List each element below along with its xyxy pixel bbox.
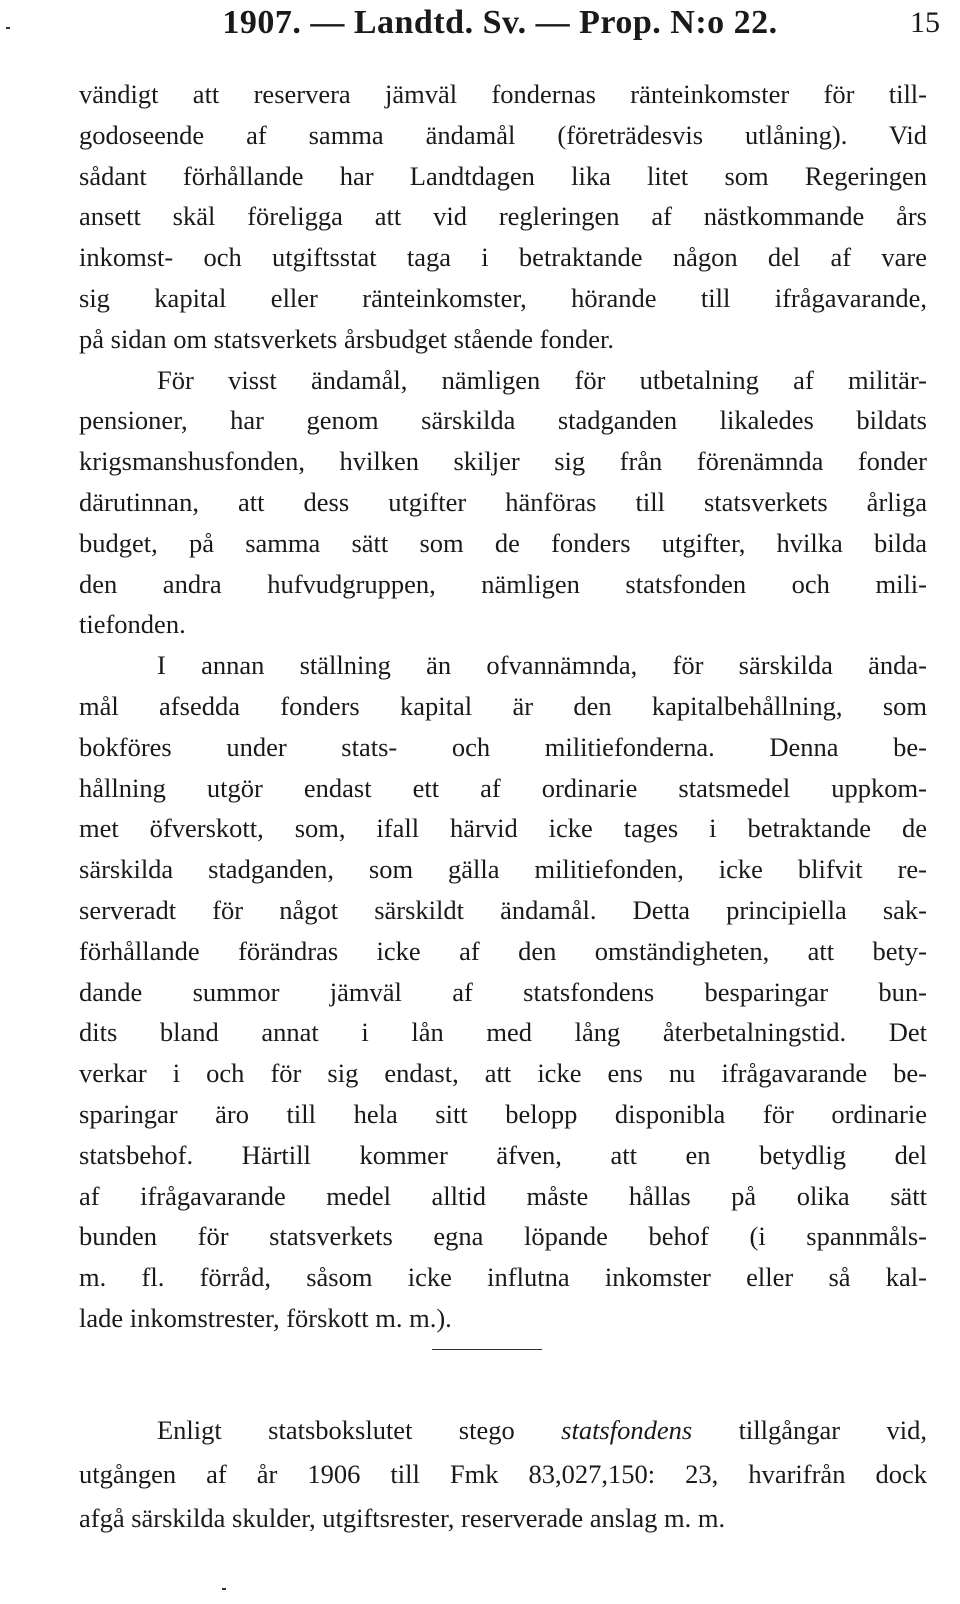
text-line: verkar i och för sig endast, att icke ens nu ifrågavarande be- xyxy=(79,1058,927,1089)
text-line: krigsmanshusfonden, hvilken skiljer sig från förenämnda fonder xyxy=(79,446,927,477)
lower-paragraph xyxy=(79,1408,927,1540)
text-line: m. fl. förråd, såsom icke influtna inkomster eller så kal- xyxy=(79,1262,927,1293)
text-line: hållning utgör endast ett af ordinarie statsmedel uppkom- xyxy=(79,772,927,803)
text-line: För visst ändamål, nämligen för utbetalning af militär- xyxy=(157,364,927,395)
text-line: inkomst- och utgiftsstat taga i betraktande någon del af vare xyxy=(79,242,927,273)
text-line: mål afsedda fonders kapital är den kapitalbehållning, som xyxy=(79,690,927,721)
text-line: sparingar äro till hela sitt belopp disponibla för ordinarie xyxy=(79,1098,927,1129)
scan-speck xyxy=(6,27,10,29)
text-line: tiefonden. xyxy=(79,609,186,640)
text-line: ansett skäl föreligga att vid regleringen af nästkommande års xyxy=(79,201,927,232)
italic-term: statsfondens xyxy=(561,1415,693,1445)
page-number: 15 xyxy=(910,6,940,39)
text-line: I annan ställning än ofvannämnda, för särskilda ända- xyxy=(157,650,927,681)
main-text xyxy=(79,74,927,1339)
text-line: bunden för statsverkets egna löpande behof (i spannmåls- xyxy=(79,1221,927,1252)
text-line: pensioner, har genom särskilda stadganden likaledes bildats xyxy=(79,405,927,436)
text-line: afgå särskilda skulder, utgiftsrester, reserverade anslag m. m. xyxy=(79,1503,726,1533)
header-title: 1907. — Landtd. Sv. — Prop. N:o 22. xyxy=(222,4,778,41)
text-line: serveradt för något särskildt ändamål. Detta principiella sak- xyxy=(79,894,927,925)
text-line: dits bland annat i lån med lång återbetalningstid. Det xyxy=(79,1017,927,1048)
text-line: budget, på samma sätt som de fonders utgifter, hvilka bilda xyxy=(79,527,927,558)
text-line: på sidan om statsverkets årsbudget stående fonder. xyxy=(79,323,615,354)
text-line: sådant förhållande har Landtdagen lika litet som Regeringen xyxy=(79,160,927,191)
text-line: lade inkomstrester, förskott m. m.). xyxy=(79,1302,452,1333)
text-line: dande summor jämväl af statsfondens besparingar bun- xyxy=(79,976,927,1007)
text-line: sig kapital eller ränteinkomster, hörande till ifrågavarande, xyxy=(79,282,927,313)
text-line: bokföres under stats- och militiefonderna. Denna be- xyxy=(79,731,927,762)
text-segment: Enligt statsbokslutet stego xyxy=(157,1415,562,1445)
text-line: utgången af år 1906 till Fmk 83,027,150: 23, hvarifrån dock xyxy=(79,1459,927,1489)
page-header xyxy=(60,4,940,44)
section-divider xyxy=(432,1349,542,1350)
text-line: met öfverskott, som, ifall härvid icke tages i betraktande de xyxy=(79,813,927,844)
text-line: godoseende af samma ändamål (företrädesvis utlåning). Vid xyxy=(79,119,927,150)
text-line: särskilda stadganden, som gälla militiefonden, icke blifvit re- xyxy=(79,854,927,885)
text-segment: tillgångar vid, xyxy=(692,1415,927,1445)
text-line: statsbehof. Härtill kommer äfven, att en betydlig del xyxy=(79,1139,927,1170)
text-line: förhållande förändras icke af den omständigheten, att bety- xyxy=(79,935,927,966)
text-line: vändigt att reservera jämväl fondernas ränteinkomster för till- xyxy=(79,79,927,109)
text-line xyxy=(79,1408,927,1452)
scan-speck xyxy=(222,1588,226,1590)
text-line: därutinnan, att dess utgifter hänföras till statsverkets årliga xyxy=(79,486,927,517)
text-line: af ifrågavarande medel alltid måste hållas på olika sätt xyxy=(79,1180,927,1211)
text-line: den andra hufvudgruppen, nämligen statsfonden och mili- xyxy=(79,568,927,599)
